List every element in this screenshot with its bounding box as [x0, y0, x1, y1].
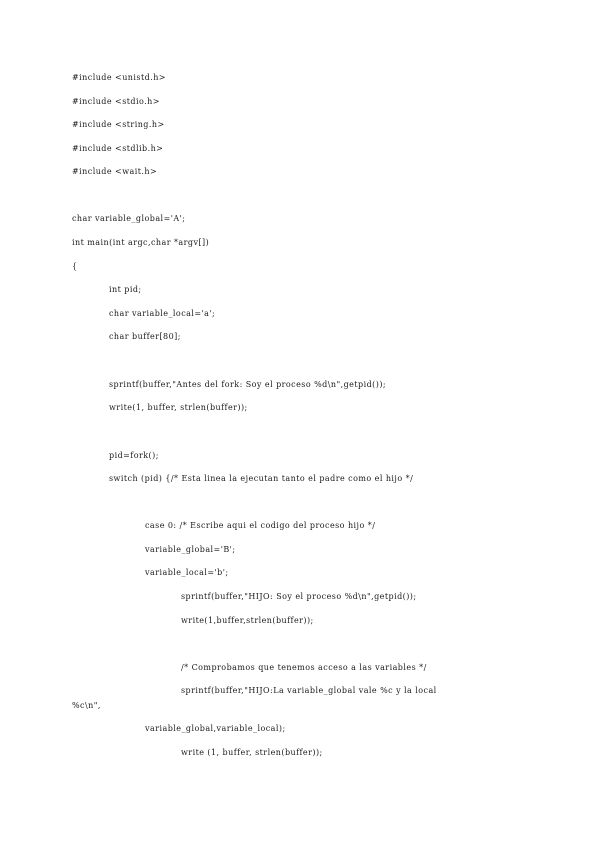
code-line-include-stdio: #include <stdio.h> [72, 97, 160, 106]
code-line-include-string: #include <string.h> [72, 120, 165, 129]
code-line-main-signature: int main(int argc,char *argv[]) [72, 238, 210, 247]
code-line-sprintf-vars: sprintf(buffer,"HIJO:La variable_global vale %c y la local [181, 686, 437, 695]
code-line-int-pid: int pid; [109, 285, 142, 294]
code-line-sprintf-before-fork: sprintf(buffer,"Antes del fork: Soy el proceso %d\n",getpid()); [109, 380, 387, 389]
code-line-set-local-b: variable_local='b'; [145, 568, 229, 577]
code-line-include-unistd: #include <unistd.h> [72, 73, 166, 82]
code-line-switch: switch (pid) {/* Esta linea la ejecutan tanto el padre como el hijo */ [109, 474, 414, 483]
code-line-buffer-decl: char buffer[80]; [109, 332, 181, 341]
code-line-open-brace: { [72, 262, 78, 271]
code-line-case-0: case 0: /* Escribe aqui el codigo del proceso hijo */ [145, 521, 376, 530]
code-line-include-wait: #include <wait.h> [72, 167, 158, 176]
code-line-sprintf-vars-wrap: %c\n", [72, 701, 101, 710]
code-line-comment-access: /* Comprobamos que tenemos acceso a las variables */ [181, 663, 427, 672]
code-line-include-stdlib: #include <stdlib.h> [72, 144, 164, 153]
code-line-set-global-b: variable_global='B'; [145, 545, 236, 554]
code-line-write-vars: write (1, buffer, strlen(buffer)); [181, 748, 323, 757]
code-line-vars-args: variable_global,variable_local); [145, 724, 286, 733]
code-line-sprintf-hijo: sprintf(buffer,"HIJO: Soy el proceso %d\n",getpid()); [181, 592, 417, 601]
code-line-global-var: char variable_global='A'; [72, 214, 186, 223]
code-line-fork: pid=fork(); [109, 451, 159, 460]
code-line-write-before-fork: write(1, buffer, strlen(buffer)); [109, 403, 248, 412]
code-line-local-var: char variable_local='a'; [109, 309, 216, 318]
code-line-write-hijo: write(1,buffer,strlen(buffer)); [181, 616, 314, 625]
